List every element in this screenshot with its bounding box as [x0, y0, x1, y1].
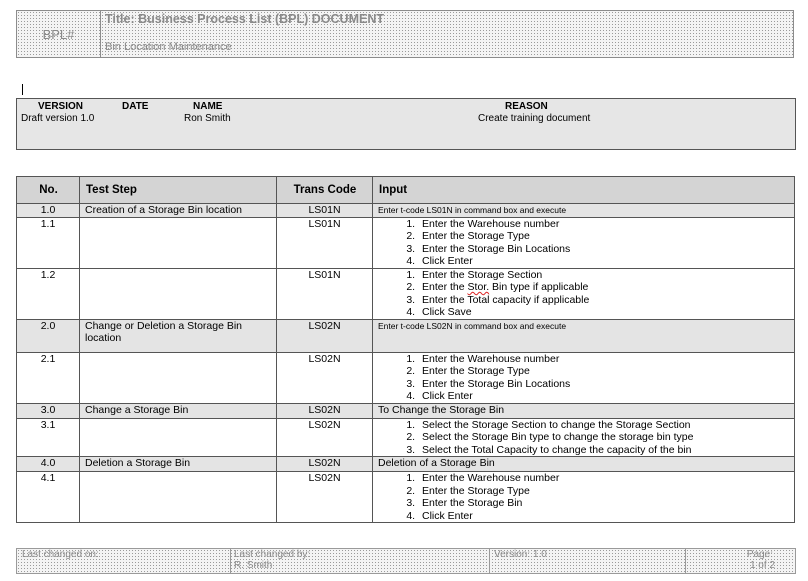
input-step-list	[378, 419, 789, 457]
col-header-trans-code: Trans Code	[277, 177, 373, 204]
list-item: 3. Select the Total Capacity to change the capacity of the bin	[418, 444, 789, 457]
input-step-list	[378, 269, 789, 319]
footer-last-changed-on	[17, 549, 231, 573]
footer-page	[686, 549, 795, 573]
list-item: 1. Enter the Warehouse number	[418, 472, 789, 485]
stor-bin-type-text: Enter the Stor. Bin type if applicable	[422, 281, 589, 293]
row-input	[373, 472, 795, 523]
list-item: 4. Click Enter	[418, 255, 789, 268]
document-title: Title: Business Process List (BPL) DOCUMENT	[105, 12, 384, 26]
name-header: NAME	[193, 101, 223, 112]
table-row	[17, 319, 795, 352]
list-item: 4. Click Enter	[418, 390, 789, 403]
row-trans-code: LS01N	[277, 268, 373, 319]
row-trans-code: LS02N	[277, 319, 373, 352]
reason-header: REASON	[505, 101, 548, 112]
list-item: 2. Enter the Storage Type	[418, 365, 789, 378]
row-trans-code: LS01N	[277, 204, 373, 218]
date-header: DATE	[122, 101, 149, 112]
page-label: Page:	[746, 549, 773, 560]
page-footer	[16, 548, 796, 574]
row-trans-code: LS02N	[277, 457, 373, 472]
table-row	[17, 352, 795, 403]
row-test-step	[80, 418, 277, 457]
table-row	[17, 472, 795, 523]
row-input: Enter t-code LS01N in command box and execute	[373, 204, 795, 218]
row-trans-code: LS02N	[277, 472, 373, 523]
list-item: 1. Enter the Warehouse number	[418, 353, 789, 366]
row-test-step	[80, 352, 277, 403]
reason-value: Create training document	[478, 113, 591, 124]
footer-version-text: Version: 1.0	[494, 549, 547, 560]
version-value: Draft version 1.0	[21, 113, 95, 124]
row-number: 1.2	[17, 268, 80, 319]
table-row	[17, 457, 795, 472]
row-trans-code: LS02N	[277, 352, 373, 403]
row-trans-code: LS02N	[277, 418, 373, 457]
list-item: 2. Enter the Storage Type	[418, 230, 789, 243]
document-header	[16, 10, 794, 58]
table-row	[17, 217, 795, 268]
row-input	[373, 352, 795, 403]
list-item: 4. Click Save	[418, 306, 789, 319]
list-item: 3. Enter the Storage Bin Locations	[418, 243, 789, 256]
col-header-test-step: Test Step	[80, 177, 277, 204]
row-number: 2.0	[17, 319, 80, 352]
row-test-step	[80, 472, 277, 523]
last-changed-on-label: Last changed on:	[22, 549, 99, 560]
list-item: 3. Enter the Storage Bin Locations	[418, 378, 789, 391]
version-history-block	[16, 98, 796, 150]
test-steps-table	[16, 176, 795, 523]
row-number: 2.1	[17, 352, 80, 403]
row-trans-code: LS01N	[277, 217, 373, 268]
row-number: 3.1	[17, 418, 80, 457]
list-item: 2. Select the Storage Bin type to change the storage bin type	[418, 431, 789, 444]
footer-version	[490, 549, 686, 573]
table-row	[17, 418, 795, 457]
footer-last-changed-by	[231, 549, 490, 573]
list-item: 4. Click Enter	[418, 510, 789, 523]
row-test-step	[80, 268, 277, 319]
row-number: 4.0	[17, 457, 80, 472]
col-header-input: Input	[373, 177, 795, 204]
col-header-no: No.	[17, 177, 80, 204]
row-number: 3.0	[17, 403, 80, 418]
list-item: 1. Enter the Storage Section	[418, 269, 789, 282]
spellcheck-underline: Stor.	[467, 281, 490, 293]
row-input	[373, 217, 795, 268]
row-number: 1.1	[17, 217, 80, 268]
bpl-number-label: BPL#	[17, 11, 101, 57]
name-value: Ron Smith	[184, 113, 231, 124]
row-test-step	[80, 217, 277, 268]
table-row	[17, 268, 795, 319]
list-item: 3. Enter the Storage Bin	[418, 497, 789, 510]
row-number: 1.0	[17, 204, 80, 218]
list-item: 1. Select the Storage Section to change the Storage Section	[418, 419, 789, 432]
row-test-step: Change or Deletion a Storage Bin location	[80, 319, 277, 352]
row-input: To Change the Storage Bin	[373, 403, 795, 418]
last-changed-by-label: Last changed by:	[234, 549, 311, 560]
row-trans-code: LS02N	[277, 403, 373, 418]
row-number: 4.1	[17, 472, 80, 523]
text-cursor	[22, 84, 23, 95]
list-item: 2. Enter the Storage Type	[418, 485, 789, 498]
row-test-step: Creation of a Storage Bin location	[80, 204, 277, 218]
document-subtitle: Bin Location Maintenance	[105, 41, 232, 53]
last-changed-by-name: R. Smith	[234, 560, 273, 571]
table-row	[17, 403, 795, 418]
row-test-step: Deletion a Storage Bin	[80, 457, 277, 472]
list-item: 3. Enter the Total capacity if applicable	[418, 294, 789, 307]
input-step-list	[378, 353, 789, 403]
page-value: 1 of 2	[749, 560, 775, 571]
table-header-row	[17, 177, 795, 204]
table-row	[17, 204, 795, 218]
row-input: Deletion of a Storage Bin	[373, 457, 795, 472]
row-input: Enter t-code LS02N in command box and execute	[373, 319, 795, 352]
row-input	[373, 268, 795, 319]
row-input	[373, 418, 795, 457]
list-item	[418, 281, 789, 294]
input-step-list	[378, 218, 789, 268]
input-step-list	[378, 472, 789, 522]
list-item: 1. Enter the Warehouse number	[418, 218, 789, 231]
row-test-step: Change a Storage Bin	[80, 403, 277, 418]
version-header: VERSION	[38, 101, 84, 112]
